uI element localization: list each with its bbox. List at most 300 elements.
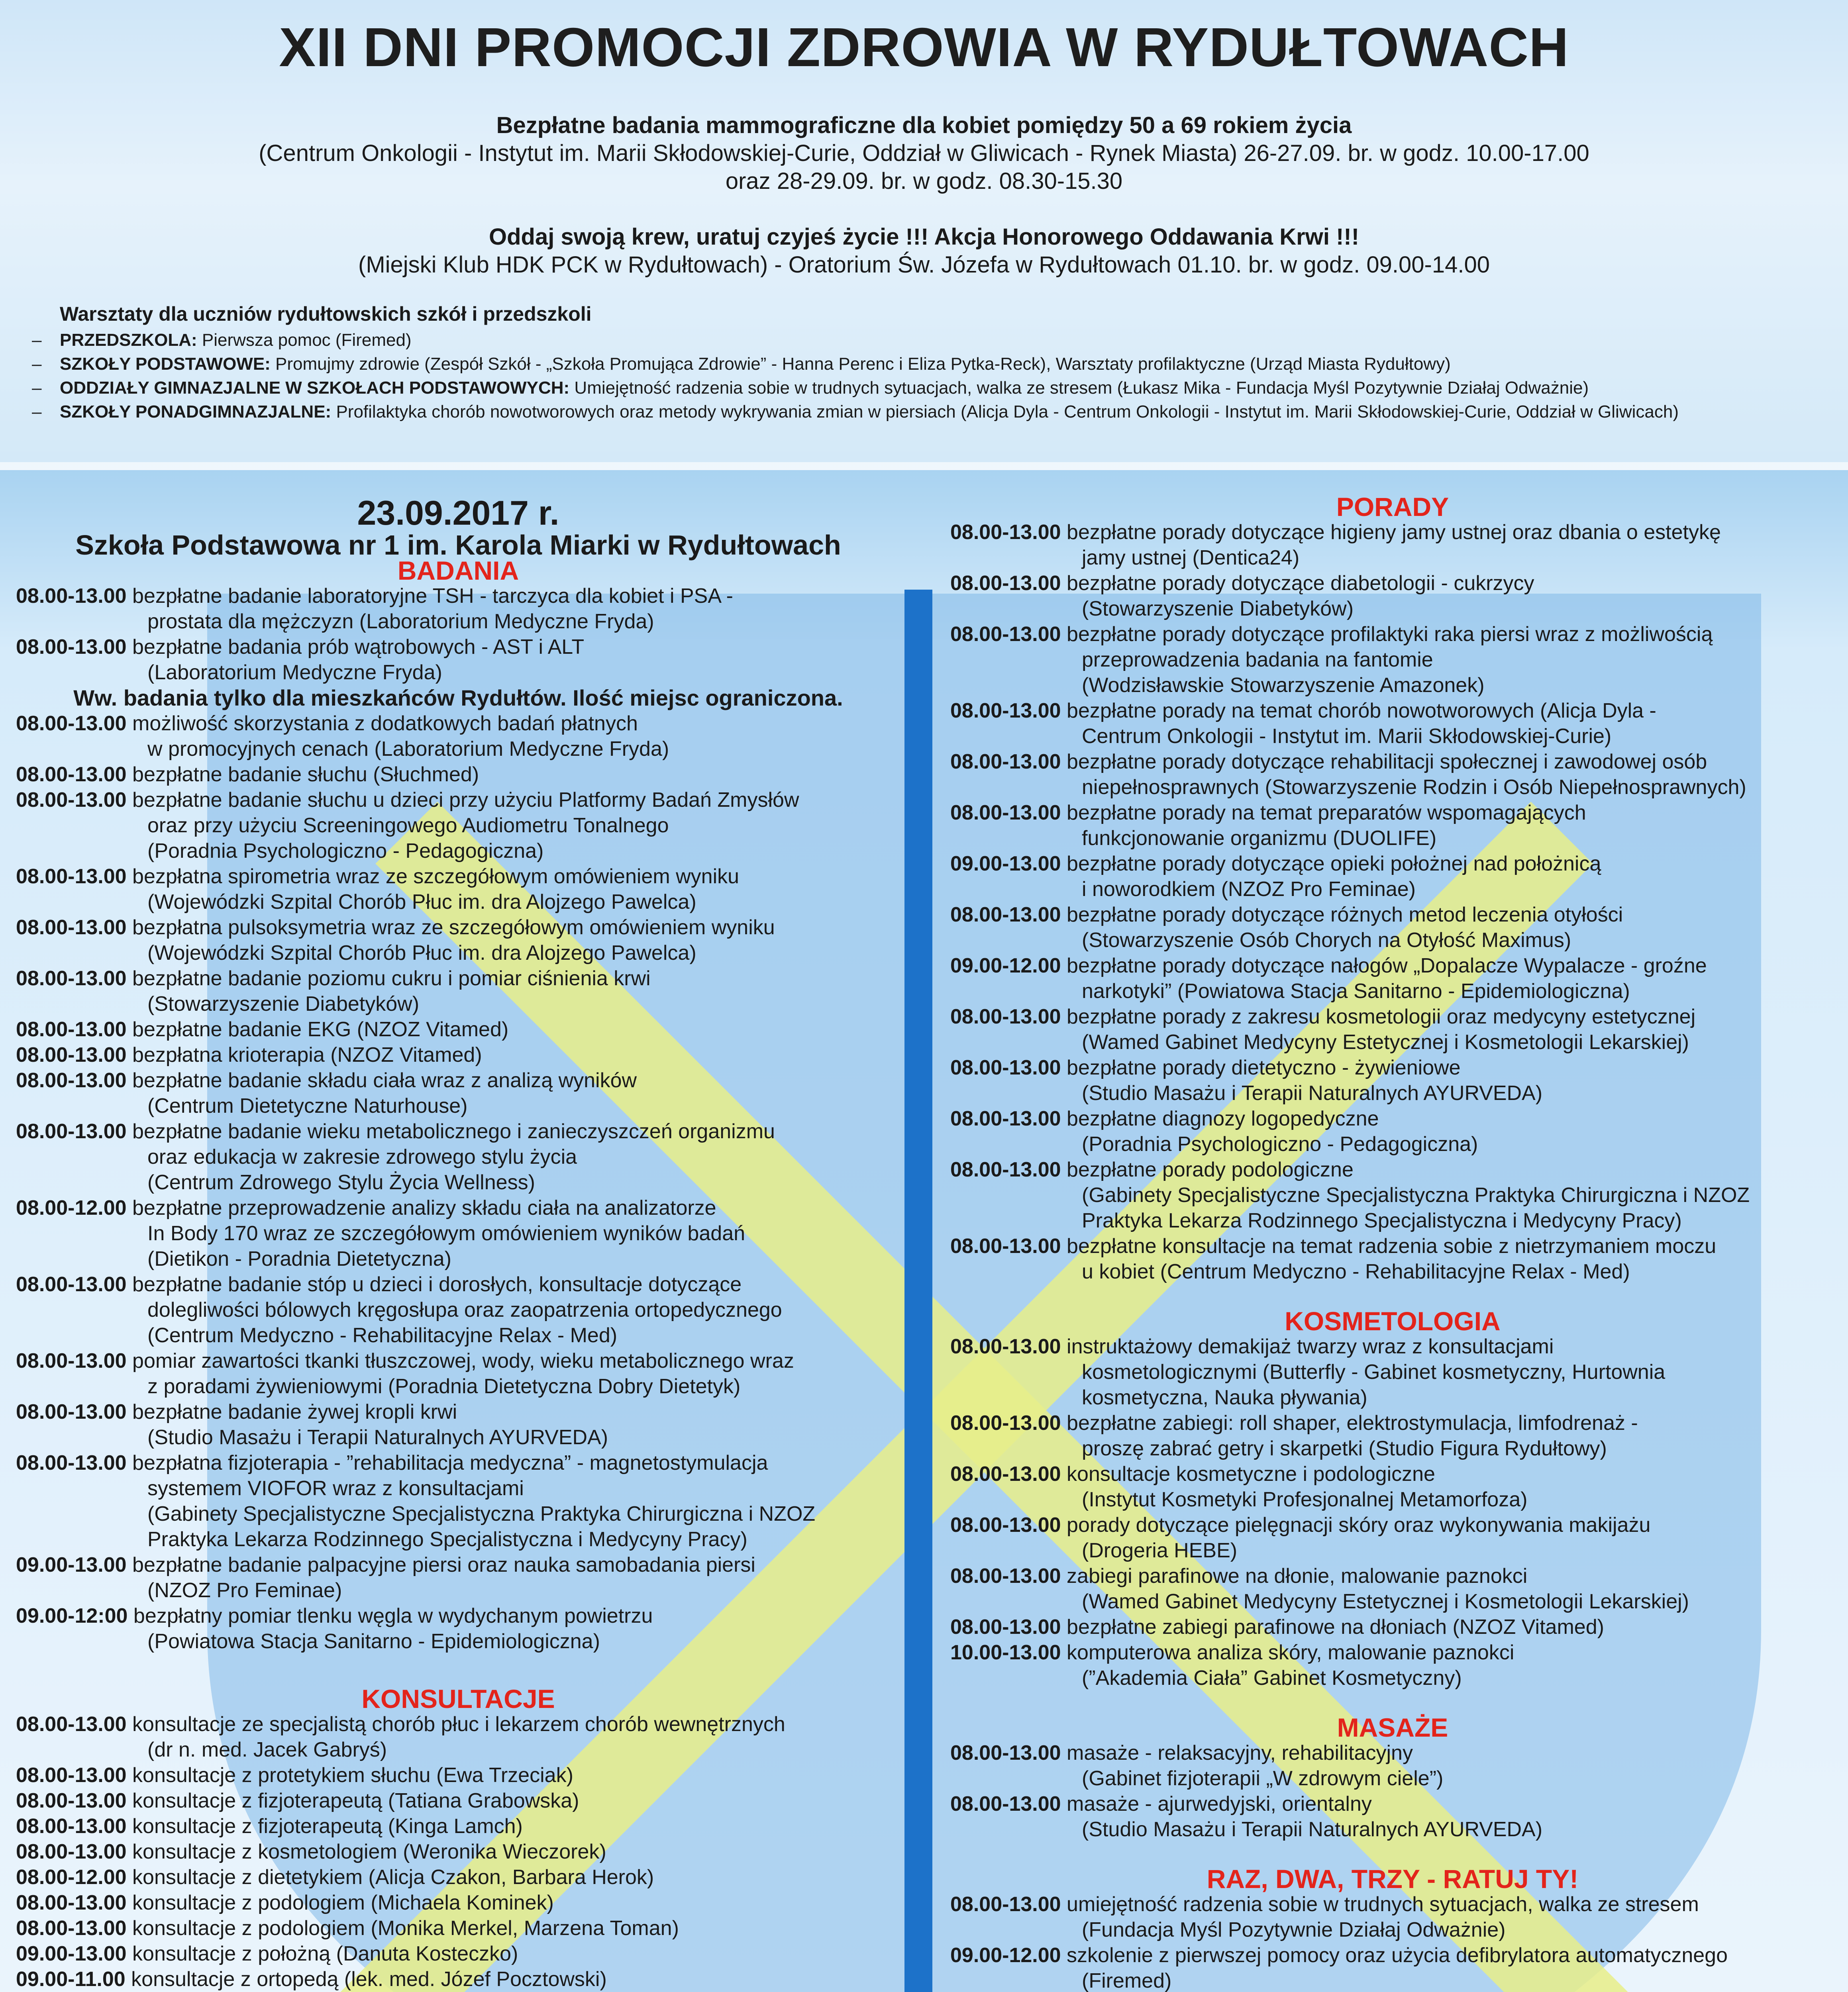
section-title-kosmetologia: KOSMETOLOGIA [1285,1306,1501,1336]
schedule-text: bezpłatne diagnozy logopedyczne [1061,1107,1379,1130]
schedule-text: konsultacje z podologiem (Michaela Kominek) [126,1891,554,1914]
schedule-item [950,1740,1835,1791]
schedule-line [16,966,900,991]
schedule-item [16,711,900,762]
schedule-continuation: (dr n. med. Jacek Gabryś) [147,1738,387,1761]
schedule-time: 08.00-13.00 [16,635,127,659]
schedule-continuation: proszę zabrać getry i skarpetki (Studio Figura Rydułtowy) [1082,1437,1607,1460]
schedule-text: konsultacje ze specjalistą chorób płuc i lekarzem chorób wewnętrznych [126,1713,785,1736]
schedule-line [16,1603,900,1629]
schedule-line [16,1712,900,1737]
schedule-item [950,1461,1835,1512]
schedule-text: masaże - relaksacyjny, rehabilitacyjny [1061,1741,1413,1765]
schedule-text: bezpłatna krioterapia (NZOZ Vitamed) [126,1043,482,1067]
schedule-continuation: (Studio Masażu i Terapii Naturalnych AYURVEDA) [147,1426,608,1449]
schedule-line [950,1640,1835,1665]
section-title-badania: BADANIA [397,556,519,585]
schedule-continuation: (”Akademia Ciała” Gabinet Kosmetyczny) [1082,1667,1462,1690]
schedule-item [16,1603,900,1654]
schedule-continuation: (Centrum Zdrowego Stylu Życia Wellness) [147,1171,535,1194]
workshop-dash: – [32,354,42,374]
schedule-item [950,1791,1835,1842]
schedule-time: 08.00-13.00 [16,1069,127,1092]
schedule-line [950,1791,1835,1817]
schedule-time: 09.00-13.00 [16,1553,127,1576]
schedule-line [16,634,900,660]
workshop-label: PRZEDSZKOLA: [60,330,197,350]
schedule-text: bezpłatne zabiegi: roll shaper, elektrostymulacja, limfodrenaż - [1061,1412,1638,1435]
schedule-time: 08.00-13.00 [950,1005,1061,1028]
schedule-line [950,749,1835,774]
schedule-item [16,634,900,685]
schedule-line [950,1563,1835,1589]
workshop-item [32,376,1809,400]
schedule-continuation: (Drogeria HEBE) [1082,1539,1238,1562]
schedule-line [16,864,900,889]
schedule-time: 08.00-13.00 [16,865,127,888]
schedule-item [950,1640,1835,1691]
schedule-continuation: (Poradnia Psychologiczno - Pedagogiczna) [147,839,544,863]
schedule-line [16,1552,900,1578]
schedule-continuation: (Stowarzyszenie Diabetyków) [1082,597,1354,620]
schedule-item [950,1410,1835,1461]
schedule-time: 08.00-13.00 [16,1120,127,1143]
workshop-label: SZKOŁY PONADGIMNAZJALNE: [60,402,332,422]
workshop-item [32,400,1809,424]
schedule-continuation: oraz przy użyciu Screeningowego Audiometru Tonalnego [147,814,669,837]
schedule-text: konsultacje z podologiem (Monika Merkel, Marzena Toman) [126,1917,679,1940]
schedule-text: bezpłatne porady dotyczące diabetologii - cukrzycy [1061,572,1534,595]
schedule-line [950,800,1835,825]
schedule-continuation: In Body 170 wraz ze szczegółowym omówieniem wyników badań [147,1222,745,1245]
schedule-text: bezpłatne badanie słuchu (Słuchmed) [126,763,479,786]
schedule-text: bezpłatne badanie laboratoryjne TSH - tarczyca dla kobiet i PSA - [126,584,733,608]
blood-donation-details: (Miejski Klub HDK PCK w Rydułtowach) - Oratorium Św. Józefa w Rydułtowach 01.10. br. w godz. 09.00-14.00 [358,252,1490,278]
schedule-item [16,1763,900,1788]
schedule-line [16,1272,900,1297]
schedule-item [950,1233,1835,1284]
schedule-continuation: (NZOZ Pro Feminae) [147,1579,342,1602]
schedule-text: bezpłatne porady na temat preparatów wspomagających [1061,801,1586,824]
workshop-dash: – [32,402,42,422]
schedule-line [16,762,900,787]
schedule-text: bezpłatne porady dotyczące higieny jamy ustnej oraz dbania o estetykę [1061,521,1721,544]
schedule-time: 09.00-13.00 [950,852,1061,875]
schedule-text: zabiegi parafinowe na dłonie, malowanie paznokci [1061,1565,1528,1588]
section-title-konsultacje: KONSULTACJE [361,1684,555,1714]
schedule-time: 08.00-13.00 [16,1018,127,1041]
mammography-title: Bezpłatne badania mammograficzne dla kobiet pomiędzy 50 a 69 rokiem życia [496,112,1352,138]
schedule-item [16,1916,900,1941]
schedule-text: bezpłatne porady z zakresu kosmetologii oraz medycyny estetycznej [1061,1005,1696,1028]
schedule-continuation: kosmetyczna, Nauka pływania) [1082,1386,1367,1409]
page-title: XII DNI PROMOCJI ZDROWIA W RYDUŁTOWACH [279,17,1569,78]
schedule-text: bezpłatne porady dotyczące rehabilitacji społecznej i zawodowej osób [1061,750,1707,773]
schedule-item [16,1552,900,1603]
schedule-time: 08.00-13.00 [950,1514,1061,1537]
schedule-continuation: (Laboratorium Medyczne Fryda) [147,661,442,684]
schedule-time: 08.00-13.00 [950,521,1061,544]
schedule-continuation: (Instytut Kosmetyki Profesjonalnej Metamorfoza) [1082,1488,1528,1511]
schedule-line [950,622,1835,647]
schedule-item [16,1788,900,1814]
schedule-time: 08.00-13.00 [16,1713,127,1736]
schedule-time: 08.00-13.00 [950,1741,1061,1765]
schedule-time: 08.00-13.00 [950,1412,1061,1435]
schedule-continuation: (Wamed Gabinet Medycyny Estetycznej i Kosmetologii Lekarskiej) [1082,1590,1689,1613]
schedule-item [16,1865,900,1890]
schedule-time: 09.00-12.00 [950,954,1061,977]
schedule-text: bezpłatne badanie wieku metabolicznego i zanieczyszczeń organizmu [126,1120,775,1143]
schedule-continuation: u kobiet (Centrum Medyczno - Rehabilitacyjne Relax - Med) [1082,1260,1630,1283]
schedule-time: 08.00-13.00 [16,1043,127,1067]
mammography-details-2: oraz 28-29.09. br. w godz. 08.30-15.30 [725,168,1123,194]
schedule-text: konsultacje z fizjoterapeutą (Kinga Lamch) [126,1815,523,1838]
workshop-text: Promujmy zdrowie (Zespół Szkół - „Szkoła Promująca Zdrowie” - Hanna Perenc i Eliza Pytka-Reck), Warsztaty profilaktyczne (Urząd Miasta Rydułtowy) [270,354,1451,374]
schedule-continuation: (Studio Masażu i Terapii Naturalnych AYURVEDA) [1082,1818,1543,1841]
schedule-time: 08.00-12.00 [16,1866,127,1889]
schedule-line [16,1119,900,1144]
schedule-text: bezpłatne konsultacje na temat radzenia sobie z nietrzymaniem moczu [1061,1235,1717,1258]
schedule-time: 08.00-13.00 [16,1917,127,1940]
schedule-time: 08.00-13.00 [950,699,1061,722]
schedule-text: szkolenie z pierwszej pomocy oraz użycia defibrylatora automatycznego [1061,1944,1728,1967]
schedule-text: bezpłatne porady podologiczne [1061,1158,1354,1181]
schedule-item [950,1106,1835,1157]
konsultacje-list [16,1712,900,1992]
schedule-text: bezpłatne porady dotyczące opieki położnej nad położnicą [1061,852,1601,875]
schedule-continuation: prostata dla mężczyzn (Laboratorium Medyczne Fryda) [147,610,654,633]
schedule-item [16,1195,900,1272]
schedule-continuation: kosmetologicznymi (Butterfly - Gabinet kosmetyczny, Hurtownia [1082,1361,1666,1384]
schedule-item [950,902,1835,953]
schedule-text: bezpłatne porady dotyczące nałogów „Dopalacze Wypalacze - groźne [1061,954,1707,977]
schedule-line [16,1348,900,1374]
schedule-line [16,1814,900,1839]
schedule-text: bezpłatne badanie składu ciała wraz z analizą wyników [126,1069,637,1092]
schedule-time: 08.00-13.00 [950,1235,1061,1258]
schedule-line [950,1512,1835,1538]
schedule-time: 09.00-11.00 [16,1968,126,1991]
schedule-item [950,1563,1835,1614]
schedule-continuation: Praktyka Lekarza Rodzinnego Specjalistyczna i Medycyny Pracy) [147,1528,747,1551]
schedule-continuation: (Wamed Gabinet Medycyny Estetycznej i Kosmetologii Lekarskiej) [1082,1031,1689,1054]
schedule-text: konsultacje z położną (Danuta Kosteczko) [126,1942,518,1965]
schedule-text: konsultacje kosmetyczne i podologiczne [1061,1463,1435,1486]
center-divider-bar [904,590,932,1992]
schedule-continuation: (Studio Masażu i Terapii Naturalnych AYURVEDA) [1082,1082,1543,1105]
schedule-item [16,1119,900,1195]
schedule-text: bezpłatne przeprowadzenie analizy składu ciała na analizatorze [126,1196,716,1220]
schedule-continuation: (Centrum Dietetyczne Naturhouse) [147,1094,468,1118]
section-title-masaze: MASAŻE [1337,1713,1448,1742]
schedule-time: 08.00-13.00 [16,1349,127,1372]
schedule-continuation: (Stowarzyszenie Osób Chorych na Otyłość Maximus) [1082,929,1571,952]
schedule-line [16,711,900,736]
schedule-time: 08.00-13.00 [16,1273,127,1296]
schedule-text: pomiar zawartości tkanki tłuszczowej, wody, wieku metabolicznego wraz [126,1349,794,1372]
schedule-text: bezpłatne porady dotyczące profilaktyki raka piersi wraz z możliwością [1061,623,1713,646]
schedule-line [950,698,1835,723]
schedule-line [950,1004,1835,1029]
schedule-text: bezpłatne badanie żywej kropli krwi [126,1400,457,1423]
schedule-line [950,1892,1835,1917]
schedule-item [950,571,1835,622]
blood-donation-title: Oddaj swoją krew, uratuj czyjeś życie !!! Akcja Honorowego Oddawania Krwi !!! [488,224,1360,250]
schedule-time: 08.00-13.00 [16,1400,127,1423]
schedule-text: bezpłatne badanie słuchu u dzieci przy użyciu Platformy Badań Zmysłów [126,788,799,812]
schedule-time: 09.00-13.00 [16,1942,127,1965]
schedule-text: bezpłatna spirometria wraz ze szczegółowym omówieniem wyniku [126,865,740,888]
section-title-ratuj: RAZ, DWA, TRZY - RATUJ TY! [1206,1864,1579,1894]
schedule-item [16,915,900,966]
workshop-label: SZKOŁY PODSTAWOWE: [60,354,271,374]
schedule-time: 08.00-13.00 [16,1840,127,1863]
schedule-time: 08.00-13.00 [950,1616,1061,1639]
event-date: 23.09.2017 r. [357,494,559,532]
kosmetologia-list [950,1334,1835,1691]
schedule-time: 08.00-13.00 [950,623,1061,646]
schedule-item [950,800,1835,851]
schedule-line [16,1916,900,1941]
schedule-time: 08.00-13.00 [950,1463,1061,1486]
schedule-time: 08.00-13.00 [950,1335,1061,1358]
schedule-text: bezpłatne badanie stóp u dzieci i dorosłych, konsultacje dotyczące [126,1273,742,1296]
schedule-time: 09.00-12.00 [950,1944,1061,1967]
schedule-text: bezpłatne zabiegi parafinowe na dłoniach (NZOZ Vitamed) [1061,1616,1604,1639]
schedule-line [16,1450,900,1476]
schedule-item [16,787,900,864]
ratuj-list [950,1892,1835,1992]
workshop-body [60,328,412,352]
schedule-time: 08.00-13.00 [16,712,127,735]
header-section [0,0,1848,462]
schedule-line [950,1614,1835,1640]
schedule-text: bezpłatne badanie poziomu cukru i pomiar ciśnienia krwi [126,967,651,990]
schedule-text: masaże - ajurwedyjski, orientalny [1061,1792,1372,1816]
schedule-item [16,1967,900,1992]
schedule-continuation: w promocyjnych cenach (Laboratorium Medyczne Fryda) [147,737,669,761]
schedule-continuation: niepełnosprawnych (Stowarzyszenie Rodzin i Osób Niepełnosprawnych) [1082,776,1746,799]
schedule-item [950,622,1835,698]
schedule-note: Ww. badania tylko dla mieszkańców Rydułtów. Ilość miejsc ograniczona. [73,685,843,710]
schedule-continuation: Centrum Onkologii - Instytut im. Marii Skłodowskiej-Curie) [1082,725,1612,748]
workshop-item [32,328,1809,352]
schedule-continuation: (Fundacja Myśl Pozytywnie Działaj Odważnie) [1082,1918,1506,1941]
schedule-line [950,1055,1835,1080]
schedule-line [16,1967,900,1992]
schedule-time: 08.00-13.00 [16,1789,127,1812]
schedule-item [950,1157,1835,1233]
schedule-item [950,749,1835,800]
workshop-dash: – [32,330,42,350]
schedule-line [16,1941,900,1967]
schedule-item [950,1943,1835,1992]
schedule-text: instruktażowy demakijaż twarzy wraz z konsultacjami [1061,1335,1554,1358]
schedule-line [950,1233,1835,1259]
schedule-continuation: Praktyka Lekarza Rodzinnego Specjalistyczna i Medycyny Pracy) [1082,1209,1682,1232]
schedule-text: konsultacje z ortopedą (lek. med. Józef Pocztowski) [125,1968,607,1991]
schedule-text: konsultacje z kosmetologiem (Weronika Wieczorek) [126,1840,606,1863]
schedule-text: bezpłatne porady na temat chorób nowotworowych (Alicja Dyla - [1061,699,1656,722]
schedule-line [16,787,900,813]
schedule-item [16,1017,900,1042]
schedule-time: 08.00-13.00 [950,1107,1061,1130]
workshops-section [32,302,1809,424]
schedule-text: umiejętność radzenia sobie w trudnych sytuacjach, walka ze stresem [1061,1893,1699,1916]
schedule-continuation: (Poradnia Psychologiczno - Pedagogiczna) [1082,1133,1478,1156]
schedule-time: 08.00-13.00 [16,584,127,608]
workshops-list [32,328,1809,424]
schedule-text: konsultacje z dietetykiem (Alicja Czakon, Barbara Herok) [126,1866,654,1889]
schedule-item [950,1334,1835,1410]
schedule-time: 08.00-13.00 [950,1893,1061,1916]
schedule-text: bezpłatne badanie EKG (NZOZ Vitamed) [126,1018,509,1041]
section-title-porady: PORADY [1336,492,1449,522]
schedule-continuation: systemem VIOFOR wraz z konsultacjami [147,1477,524,1500]
schedule-line [16,583,900,609]
schedule-line [16,1017,900,1042]
workshop-dash: – [32,378,42,398]
workshop-text: Umiejętność radzenia sobie w trudnych sytuacjach, walka ze stresem (Łukasz Mika - Fundacja Myśl Pozytywnie Działaj Odważnie) [569,378,1589,398]
schedule-continuation: (Gabinety Specjalistyczne Specjalistyczna Praktyka Chirurgiczna i NZOZ [1082,1184,1750,1207]
schedule-item [950,1892,1835,1943]
left-column [16,494,900,1992]
schedule-continuation: (Gabinet fizjoterapii „W zdrowym ciele”) [1082,1767,1444,1790]
schedule-line [950,1740,1835,1766]
schedule-text: komputerowa analiza skóry, malowanie paznokci [1061,1641,1514,1664]
schedule-item [16,864,900,915]
schedule-continuation: (Gabinety Specjalistyczne Specjalistyczna Praktyka Chirurgiczna i NZOZ [147,1502,816,1525]
schedule-continuation: (Stowarzyszenie Diabetyków) [147,992,420,1016]
schedule-item [950,953,1835,1004]
schedule-item [950,851,1835,902]
workshop-text: Profilaktyka chorób nowotworowych oraz metody wykrywania zmian w piersiach (Alicja Dyla - Centrum Onkologii - Instytut im. Marii Skłodowskiej-Curie, Oddział w Gliwicach) [331,402,1679,422]
event-venue: Szkoła Podstawowa nr 1 im. Karola Miarki w Rydułtowach [75,529,841,561]
schedule-time: 08.00-13.00 [950,1158,1061,1181]
schedule-line [950,1461,1835,1487]
workshop-body [60,400,1679,424]
schedule-item [950,698,1835,749]
schedule-time: 08.00-13.00 [950,801,1061,824]
schedule-item [16,1890,900,1916]
schedule-item [16,1941,900,1967]
schedule-item [16,1450,900,1552]
schedule-item [16,1399,900,1450]
schedule-item [950,1512,1835,1563]
schedule-line [950,1334,1835,1359]
schedule-text: porady dotyczące pielęgnacji skóry oraz wykonywania makijażu [1061,1514,1651,1537]
program-columns [0,470,1848,1992]
schedule-item [950,1614,1835,1640]
schedule-time: 08.00-13.00 [950,903,1061,926]
schedule-line [950,902,1835,927]
schedule-line [950,1106,1835,1131]
schedule-line [16,1763,900,1788]
schedule-continuation: dolegliwości bólowych kręgosłupa oraz zaopatrzenia ortopedycznego [147,1298,782,1321]
schedule-item [16,1814,900,1839]
workshop-body [60,376,1589,400]
schedule-line [950,1943,1835,1968]
schedule-text: bezpłatne porady dietetyczno - żywieniowe [1061,1056,1461,1079]
schedule-continuation: (Wojewódzki Szpital Chorób Płuc im. dra Alojzego Pawelca) [147,941,696,965]
schedule-continuation: (Dietikon - Poradnia Dietetyczna) [147,1247,451,1270]
schedule-time: 08.00-13.00 [950,1792,1061,1816]
schedule-time: 08.00-13.00 [950,572,1061,595]
schedule-item [16,1712,900,1763]
schedule-line [16,1042,900,1068]
schedule-line [950,953,1835,978]
schedule-time: 08.00-13.00 [16,916,127,939]
schedule-item [16,583,900,634]
porady-list [950,520,1835,1284]
schedule-line [16,1890,900,1916]
schedule-time: 08.00-13.00 [950,1565,1061,1588]
schedule-continuation: (Wodzisławskie Stowarzyszenie Amazonek) [1082,674,1485,697]
schedule-item [16,762,900,787]
schedule-line [950,1410,1835,1436]
workshop-label: ODDZIAŁY GIMNAZJALNE W SZKOŁACH PODSTAWOWYCH: [60,378,570,398]
schedule-continuation: oraz edukacja w zakresie zdrowego stylu życia [147,1145,577,1169]
schedule-line [16,1068,900,1093]
schedule-line [16,1865,900,1890]
schedule-text: bezpłatne porady dotyczące różnych metod leczenia otyłości [1061,903,1623,926]
right-column [950,494,1835,1992]
schedule-text: bezpłatne badania prób wątrobowych - AST i ALT [126,635,585,659]
workshops-title: Warsztaty dla uczniów rydułtowskich szkół i przedszkoli [60,303,592,325]
schedule-time: 08.00-13.00 [16,763,127,786]
schedule-continuation: (Firemed) [1082,1969,1172,1992]
schedule-item [950,1004,1835,1055]
schedule-continuation: z poradami żywieniowymi (Poradnia Dietetyczna Dobry Dietetyk) [147,1375,741,1398]
schedule-continuation: jamy ustnej (Dentica24) [1082,546,1300,569]
workshop-text: Pierwsza pomoc (Firemed) [197,330,412,350]
mammography-details: (Centrum Onkologii - Instytut im. Marii Skłodowskiej-Curie, Oddział w Gliwicach - Rynek Miasta) 26-27.09. br. w godz. 10.00-17.00 [259,140,1589,166]
schedule-continuation: (Wojewódzki Szpital Chorób Płuc im. dra Alojzego Pawelca) [147,890,696,914]
schedule-time: 08.00-13.00 [950,1056,1061,1079]
schedule-time: 10.00-13.00 [950,1641,1061,1664]
schedule-continuation: (Powiatowa Stacja Sanitarno - Epidemiologiczna) [147,1630,600,1653]
workshop-body [60,352,1451,376]
schedule-time: 09.00-12:00 [16,1604,128,1627]
schedule-time: 08.00-13.00 [16,1764,127,1787]
schedule-item [16,1272,900,1348]
schedule-item [16,1042,900,1068]
schedule-line [16,915,900,940]
schedule-time: 08.00-13.00 [16,1451,127,1474]
schedule-item [16,1068,900,1119]
schedule-item [950,1055,1835,1106]
schedule-line [16,1839,900,1865]
schedule-item [16,1348,900,1399]
schedule-text: konsultacje z fizjoterapeutą (Tatiana Grabowska) [126,1789,579,1812]
schedule-line [16,1195,900,1221]
schedule-line [950,1157,1835,1182]
schedule-line [950,571,1835,596]
schedule-text: bezpłatne badanie palpacyjne piersi oraz nauka samobadania piersi [126,1553,755,1576]
schedule-item [16,966,900,1017]
schedule-time: 08.00-12.00 [16,1196,127,1220]
schedule-line [950,520,1835,545]
workshop-item [32,352,1809,376]
schedule-item [950,520,1835,571]
schedule-time: 08.00-13.00 [16,1891,127,1914]
schedule-text: bezpłatna pulsoksymetria wraz ze szczegółowym omówieniem wyniku [126,916,775,939]
schedule-time: 08.00-13.00 [16,1815,127,1838]
schedule-time: 08.00-13.00 [16,788,127,812]
schedule-continuation: narkotyki” (Powiatowa Stacja Sanitarno - Epidemiologiczna) [1082,980,1630,1003]
schedule-line [950,851,1835,876]
